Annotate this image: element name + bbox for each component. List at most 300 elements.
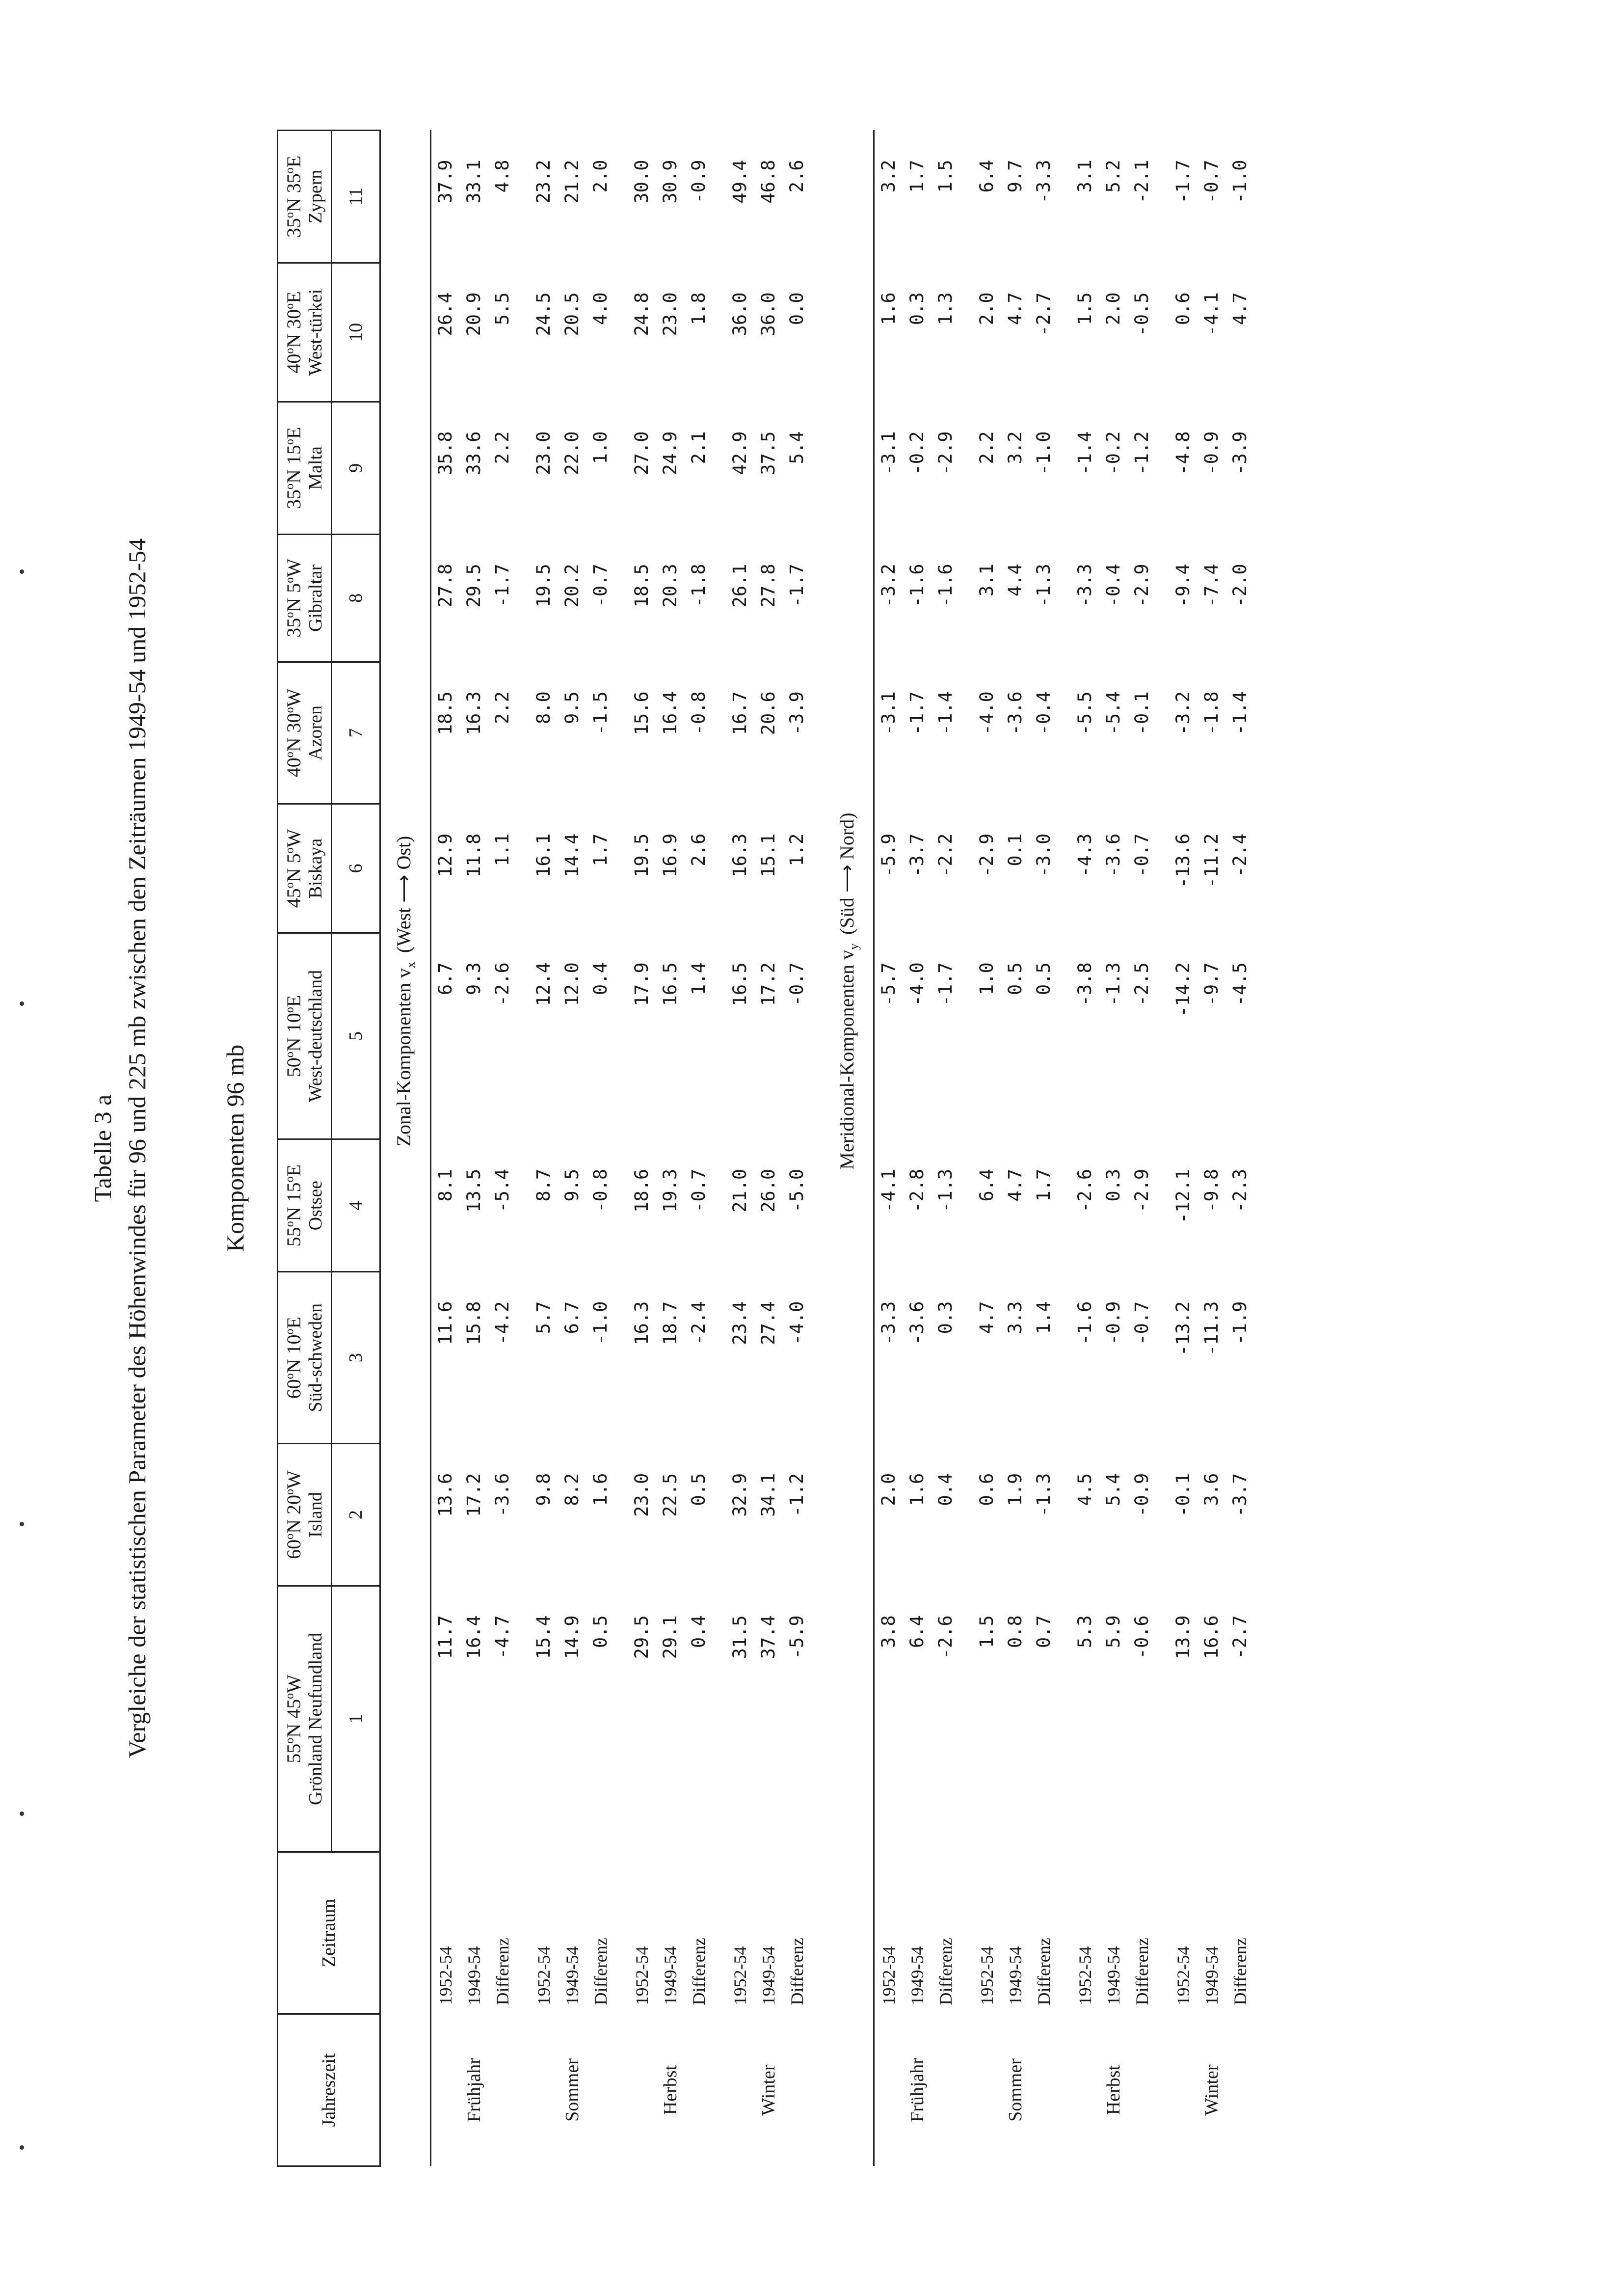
value-cell: 23.0 xyxy=(659,292,681,336)
value-cell: 26.4 xyxy=(430,263,460,402)
value-cell: -11.2 xyxy=(1200,833,1222,888)
value-cell: 4.7 xyxy=(1229,292,1251,325)
value-cell: 0.6 xyxy=(976,1473,997,1506)
value-cell: -2.3 xyxy=(1229,1168,1251,1213)
station-name: Biskaya xyxy=(305,838,326,898)
table-row xyxy=(725,130,754,2166)
value-cell: 0.8 xyxy=(1004,1615,1026,1648)
column-number: 7 xyxy=(331,662,380,804)
station-coordinate: 40$^o$N 30$^o$W xyxy=(282,688,305,777)
value-cell: 19.3 xyxy=(659,1168,681,1213)
value-cell: 29.5 xyxy=(463,563,484,607)
value-cell: 14.4 xyxy=(561,833,583,877)
value-cell: 24.5 xyxy=(532,292,554,336)
value-cell: -5.5 xyxy=(1074,691,1095,735)
value-cell: -0.2 xyxy=(906,431,928,475)
table-row xyxy=(782,130,811,2166)
value-cell: -3.8 xyxy=(1074,962,1095,1006)
value-cell: 20.3 xyxy=(659,563,681,607)
value-cell: 20.2 xyxy=(561,563,583,607)
value-cell: 36.0 xyxy=(729,292,750,336)
value-cell: -0.8 xyxy=(688,691,709,735)
value-cell: 6.4 xyxy=(976,160,997,192)
value-cell: 1.7 xyxy=(589,833,611,866)
station-name: Gibraltar xyxy=(305,564,326,632)
value-cell: -3.2 xyxy=(874,534,903,662)
station-coordinate: 35$^o$N 35$^o$E xyxy=(282,155,305,238)
value-cell: 37.4 xyxy=(757,1615,779,1659)
period-label: 1952-54 xyxy=(632,1946,652,2005)
period-label: 1952-54 xyxy=(977,1946,997,2005)
value-cell: 17.2 xyxy=(757,962,779,1006)
value-cell: -2.9 xyxy=(1131,563,1152,607)
table-row xyxy=(1070,130,1099,2166)
value-cell: -3.6 xyxy=(1102,833,1124,877)
value-cell: 29.5 xyxy=(631,1615,652,1659)
value-cell: -0.7 xyxy=(1131,833,1152,877)
value-cell: 2.2 xyxy=(976,431,997,464)
station-header xyxy=(277,1271,331,1443)
value-cell: 12.4 xyxy=(532,962,554,1006)
value-cell: -4.0 xyxy=(786,1301,807,1345)
table-row xyxy=(430,130,460,2166)
value-cell: -0.9 xyxy=(1200,431,1222,475)
value-cell: -1.4 xyxy=(1229,691,1251,735)
value-cell: 34.1 xyxy=(757,1473,779,1517)
value-cell: -4.0 xyxy=(906,962,928,1006)
station-header xyxy=(277,263,331,402)
value-cell: -0.6 xyxy=(1131,1615,1152,1659)
value-cell: 0.5 xyxy=(688,1473,709,1506)
section-label: Meridional-Komponenten $v_y(Süd$ ⟶ Nord) xyxy=(835,812,861,1170)
value-cell: 2.0 xyxy=(874,1443,903,1586)
value-cell: 8.0 xyxy=(532,691,554,724)
value-cell: 3.1 xyxy=(976,563,997,596)
value-cell: 13.5 xyxy=(463,1168,484,1213)
value-cell: 4.7 xyxy=(1004,292,1026,325)
value-cell: -2.4 xyxy=(1229,833,1251,877)
value-cell: 0.1 xyxy=(1004,833,1026,866)
value-cell: -4.2 xyxy=(491,1301,513,1345)
value-cell: 5.3 xyxy=(1074,1615,1095,1648)
period-header: Zeitraum xyxy=(277,1852,380,2014)
value-cell: -1.6 xyxy=(906,563,928,607)
value-cell: 37.5 xyxy=(757,431,779,475)
station-coordinate: 40$^o$N 30$^o$E xyxy=(282,291,305,374)
value-cell: 16.5 xyxy=(729,962,750,1006)
value-cell: 0.4 xyxy=(589,962,611,995)
value-cell: -1.2 xyxy=(1131,431,1152,475)
station-header xyxy=(277,534,331,662)
value-cell: 18.7 xyxy=(659,1301,681,1345)
value-cell: -1.4 xyxy=(934,691,956,735)
value-cell: -1.7 xyxy=(491,563,513,607)
value-cell: 26.0 xyxy=(757,1168,779,1213)
table-row xyxy=(972,130,1001,2166)
season-label: Sommer xyxy=(1005,2058,1026,2122)
value-cell: -3.9 xyxy=(786,691,807,735)
station-header xyxy=(277,402,331,534)
value-cell: -2.0 xyxy=(1229,563,1251,607)
value-cell: 6.4 xyxy=(976,1168,997,1202)
table-title: Tabelle 3 a xyxy=(88,1094,116,1202)
station-coordinate: 60$^o$N 20$^o$W xyxy=(282,1470,305,1559)
value-cell: 24.8 xyxy=(631,292,652,336)
column-number: 5 xyxy=(331,933,380,1139)
table-row xyxy=(1225,130,1254,2166)
station-name: West-deutschland xyxy=(305,970,326,1102)
value-cell: 1.3 xyxy=(934,292,956,325)
station-name: Süd-schweden xyxy=(305,1303,326,1412)
value-cell: -1.3 xyxy=(1033,563,1054,607)
table-row xyxy=(874,130,903,2166)
value-cell: -5.9 xyxy=(786,1615,807,1659)
value-cell: 27.8 xyxy=(430,534,460,662)
value-cell: 16.4 xyxy=(463,1615,484,1659)
value-cell: 0.4 xyxy=(934,1473,956,1506)
value-cell: -3.3 xyxy=(1033,160,1054,204)
table-row xyxy=(558,130,586,2166)
value-cell: -3.3 xyxy=(874,1271,903,1443)
value-cell: 1.1 xyxy=(491,833,513,866)
period-label: Differenz xyxy=(1230,1937,1250,2005)
value-cell: 16.5 xyxy=(659,962,681,1006)
period-label: 1949-54 xyxy=(1201,1946,1222,2005)
value-cell: 23.4 xyxy=(729,1301,750,1345)
value-cell: 32.9 xyxy=(729,1473,750,1517)
value-cell: 20.9 xyxy=(463,292,484,336)
value-cell: 1.5 xyxy=(934,160,956,192)
period-label: 1952-54 xyxy=(874,1852,903,2014)
season-label: Herbst xyxy=(660,2065,681,2115)
value-cell: 21.0 xyxy=(729,1168,750,1213)
value-cell: -3.6 xyxy=(491,1473,513,1517)
value-cell: -4.1 xyxy=(874,1139,903,1271)
page-header xyxy=(85,93,257,2204)
season-label: Herbst xyxy=(1103,2065,1124,2115)
period-label: Differenz xyxy=(689,1937,709,2005)
value-cell: 0.0 xyxy=(786,292,807,325)
table-row xyxy=(1127,130,1156,2166)
station-name: Ostsee xyxy=(305,1180,326,1230)
value-cell: -4.0 xyxy=(976,691,997,735)
value-cell: -2.2 xyxy=(934,833,956,877)
value-cell: 42.9 xyxy=(729,431,750,475)
value-cell: 16.3 xyxy=(631,1301,652,1345)
value-cell: 16.9 xyxy=(659,833,681,877)
value-cell: -1.8 xyxy=(688,563,709,607)
value-cell: 2.6 xyxy=(688,833,709,866)
value-cell: 13.6 xyxy=(430,1443,460,1586)
value-cell: 0.6 xyxy=(1172,292,1194,325)
station-header xyxy=(277,662,331,804)
value-cell: 5.4 xyxy=(786,431,807,464)
value-cell: 16.3 xyxy=(463,691,484,735)
value-cell: 35.8 xyxy=(430,402,460,534)
period-label: Differenz xyxy=(1034,1937,1054,2005)
value-cell: -1.0 xyxy=(1229,160,1251,204)
value-cell: 23.0 xyxy=(631,1473,652,1517)
value-cell: 4.5 xyxy=(1074,1473,1095,1506)
table-row xyxy=(754,130,782,2166)
table-row xyxy=(1001,130,1029,2166)
table-row xyxy=(931,130,959,2166)
station-name: Island xyxy=(305,1491,326,1538)
value-cell: 9.8 xyxy=(532,1473,554,1506)
period-label: 1952-54 xyxy=(730,1946,750,2005)
value-cell: 1.6 xyxy=(874,263,903,402)
station-coordinate: 35$^o$N 5$^o$W xyxy=(282,558,305,638)
value-cell: -4.1 xyxy=(1200,292,1222,336)
value-cell: 23.2 xyxy=(532,160,554,204)
value-cell: 9.3 xyxy=(463,962,484,995)
table-row xyxy=(627,130,656,2166)
period-label: 1949-54 xyxy=(660,1946,680,2005)
value-cell: 17.2 xyxy=(463,1473,484,1517)
column-number: 10 xyxy=(331,263,380,402)
table-row xyxy=(586,130,614,2166)
value-cell: 33.1 xyxy=(463,160,484,204)
period-label: 1949-54 xyxy=(562,1946,582,2005)
value-cell: 18.5 xyxy=(631,563,652,607)
value-cell: 0.5 xyxy=(1033,962,1054,995)
value-cell: -3.9 xyxy=(1229,431,1251,475)
table-row xyxy=(903,130,931,2166)
value-cell: -0.7 xyxy=(1131,1301,1152,1345)
value-cell: 2.1 xyxy=(688,431,709,464)
value-cell: -1.7 xyxy=(934,962,956,1006)
value-cell: -9.7 xyxy=(1200,962,1222,1006)
value-cell: -9.4 xyxy=(1172,563,1194,607)
value-cell: -5.9 xyxy=(874,804,903,933)
value-cell: 21.2 xyxy=(561,160,583,204)
value-cell: 1.7 xyxy=(1033,1168,1054,1202)
value-cell: -2.6 xyxy=(491,962,513,1006)
value-cell: 2.2 xyxy=(491,691,513,724)
value-cell: 5.4 xyxy=(1102,1473,1124,1506)
value-cell: 4.0 xyxy=(589,292,611,325)
station-header xyxy=(277,933,331,1139)
value-cell: 18.5 xyxy=(430,662,460,804)
value-cell: 30.0 xyxy=(631,160,652,204)
value-cell: 16.7 xyxy=(729,691,750,735)
value-cell: -3.0 xyxy=(1033,833,1054,877)
section-label: Zonal-Komponenten $v_x(West$ ⟶ Ost) xyxy=(392,836,418,1146)
table-row xyxy=(684,130,713,2166)
value-cell: -1.4 xyxy=(1074,431,1095,475)
value-cell: -0.5 xyxy=(1131,292,1152,336)
table-row xyxy=(488,130,516,2166)
season-label: Frühjahr xyxy=(874,2014,960,2166)
value-cell: -11.3 xyxy=(1200,1301,1222,1356)
station-name: Azoren xyxy=(305,705,326,760)
value-cell: 6.4 xyxy=(906,1615,928,1648)
station-header xyxy=(277,1586,331,1852)
value-cell: -2.7 xyxy=(1033,292,1054,336)
value-cell: 3.8 xyxy=(874,1586,903,1852)
period-label: 1952-54 xyxy=(533,1946,554,2005)
value-cell: 27.4 xyxy=(757,1301,779,1345)
column-number: 9 xyxy=(331,402,380,534)
value-cell: 8.1 xyxy=(430,1139,460,1271)
value-cell: -1.0 xyxy=(1033,431,1054,475)
station-header xyxy=(277,1443,331,1586)
value-cell: 0.3 xyxy=(934,1301,956,1334)
station-name: Zypern xyxy=(305,169,326,223)
value-cell: -2.9 xyxy=(976,833,997,877)
column-number: 1 xyxy=(331,1586,380,1852)
station-name: Grönland Neufundland xyxy=(305,1632,326,1805)
value-cell: 1.9 xyxy=(1004,1473,1026,1506)
value-cell: 1.8 xyxy=(688,292,709,325)
station-coordinate: 35$^o$N 15$^o$E xyxy=(282,427,305,509)
value-cell: 15.4 xyxy=(532,1615,554,1659)
value-cell: 1.0 xyxy=(589,431,611,464)
value-cell: 15.8 xyxy=(463,1301,484,1345)
value-cell: 5.9 xyxy=(1102,1615,1124,1648)
table-row xyxy=(656,130,684,2166)
value-cell: -2.9 xyxy=(934,431,956,475)
value-cell: 5.5 xyxy=(491,292,513,325)
value-cell: -1.6 xyxy=(934,563,956,607)
value-cell: 49.4 xyxy=(729,160,750,204)
value-cell: -1.7 xyxy=(786,563,807,607)
station-coordinate: 55$^o$N 15$^o$E xyxy=(282,1164,305,1246)
value-cell: 3.1 xyxy=(1074,160,1095,192)
value-cell: 0.3 xyxy=(906,292,928,325)
scan-speck xyxy=(20,1522,24,1526)
column-number: 2 xyxy=(331,1443,380,1586)
period-label: 1952-54 xyxy=(1173,1946,1193,2005)
value-cell: -2.4 xyxy=(688,1301,709,1345)
value-cell: 2.6 xyxy=(786,160,807,192)
value-cell: 14.9 xyxy=(561,1615,583,1659)
value-cell: -1.8 xyxy=(1200,691,1222,735)
value-cell: -3.6 xyxy=(1004,691,1026,735)
value-cell: -3.2 xyxy=(1172,691,1194,735)
value-cell: 16.1 xyxy=(532,833,554,877)
value-cell: 9.5 xyxy=(561,1168,583,1202)
value-cell: 17.9 xyxy=(631,962,652,1006)
period-label: Differenz xyxy=(492,1937,512,2005)
value-cell: -2.7 xyxy=(1229,1615,1251,1659)
station-coordinate: 60$^o$N 10$^o$E xyxy=(282,1316,305,1399)
table-row xyxy=(1099,130,1127,2166)
value-cell: -1.0 xyxy=(589,1301,611,1345)
value-cell: -2.6 xyxy=(934,1615,956,1659)
value-cell: -0.9 xyxy=(1102,1301,1124,1345)
value-cell: 23.0 xyxy=(532,431,554,475)
component-title: Komponenten 96 mb xyxy=(221,1044,249,1252)
station-header xyxy=(277,1139,331,1271)
value-cell: -4.8 xyxy=(1172,431,1194,475)
value-cell: 1.6 xyxy=(906,1473,928,1506)
value-cell: -0.1 xyxy=(1172,1473,1194,1517)
period-label: 1952-54 xyxy=(430,1852,460,2014)
table-row xyxy=(529,130,558,2166)
value-cell: 2.2 xyxy=(491,431,513,464)
value-cell: -2.8 xyxy=(906,1168,928,1213)
scan-speck xyxy=(20,2145,24,2150)
value-cell: -5.4 xyxy=(491,1168,513,1213)
value-cell: -12.1 xyxy=(1172,1168,1194,1223)
value-cell: 18.6 xyxy=(631,1168,652,1213)
value-cell: 16.4 xyxy=(659,691,681,735)
value-cell: 0.7 xyxy=(1033,1615,1054,1648)
value-cell: 22.5 xyxy=(659,1473,681,1517)
value-cell: 4.7 xyxy=(976,1301,997,1334)
scan-speck xyxy=(20,569,24,574)
value-cell: 0.5 xyxy=(1004,962,1026,995)
value-cell: -2.6 xyxy=(1074,1168,1095,1213)
value-cell: 27.0 xyxy=(631,431,652,475)
value-cell: 6.7 xyxy=(430,933,460,1139)
period-label: Differenz xyxy=(935,1937,956,2005)
value-cell: 15.1 xyxy=(757,833,779,877)
table-subtitle: Vergleiche der statistischen Parameter des Höhenwindes für 96 und 225 mb zwischen den Zeiträumen 1949-54 und 1952-54 xyxy=(123,538,151,1758)
value-cell: -0.7 xyxy=(1200,160,1222,204)
value-cell: -3.7 xyxy=(906,833,928,877)
value-cell: 9.5 xyxy=(561,691,583,724)
value-cell: -0.1 xyxy=(1131,691,1152,735)
period-label: Differenz xyxy=(787,1937,807,2005)
period-label: 1949-54 xyxy=(907,1946,927,2005)
value-cell: 2.0 xyxy=(589,160,611,192)
value-cell: 11.6 xyxy=(430,1271,460,1443)
value-cell: 26.1 xyxy=(729,563,750,607)
value-cell: 4.8 xyxy=(491,160,513,192)
value-cell: 2.0 xyxy=(1102,292,1124,325)
value-cell: -1.6 xyxy=(1074,1301,1095,1345)
value-cell: -7.4 xyxy=(1200,563,1222,607)
value-cell: -0.7 xyxy=(688,1168,709,1213)
season-label: Frühjahr xyxy=(430,2014,517,2166)
value-cell: -1.2 xyxy=(786,1473,807,1517)
table-row xyxy=(1197,130,1225,2166)
value-cell: -0.4 xyxy=(1033,691,1054,735)
value-cell: 1.6 xyxy=(589,1473,611,1506)
season-label: Winter xyxy=(1201,2064,1222,2115)
scan-speck xyxy=(20,1811,24,1816)
value-cell: 9.7 xyxy=(1004,160,1026,192)
period-label: 1949-54 xyxy=(1103,1946,1123,2005)
station-name: Malta xyxy=(305,446,326,490)
value-cell: -4.7 xyxy=(491,1615,513,1659)
value-cell: -1.5 xyxy=(589,691,611,735)
period-label: 1949-54 xyxy=(464,1946,484,2005)
rotated-page xyxy=(85,93,1538,2204)
value-cell: -4.5 xyxy=(1229,962,1251,1006)
value-cell: 36.0 xyxy=(757,292,779,336)
value-cell: -0.8 xyxy=(589,1168,611,1213)
value-cell: 0.5 xyxy=(589,1615,611,1648)
value-cell: 1.4 xyxy=(1033,1301,1054,1334)
value-cell: 20.5 xyxy=(561,292,583,336)
value-cell: -0.7 xyxy=(786,962,807,1006)
value-cell: 3.2 xyxy=(1004,431,1026,464)
value-cell: -13.2 xyxy=(1172,1301,1194,1356)
value-cell: -5.4 xyxy=(1102,691,1124,735)
period-label: 1952-54 xyxy=(1075,1946,1095,2005)
value-cell: -3.7 xyxy=(1229,1473,1251,1517)
column-number: 3 xyxy=(331,1271,380,1443)
season-label: Sommer xyxy=(561,2058,583,2122)
value-cell: 12.0 xyxy=(561,962,583,1006)
value-cell: 31.5 xyxy=(729,1615,750,1659)
value-cell: -9.8 xyxy=(1200,1168,1222,1213)
station-name: West-türkei xyxy=(305,289,326,376)
season-header: Jahreszeit xyxy=(277,2014,380,2166)
